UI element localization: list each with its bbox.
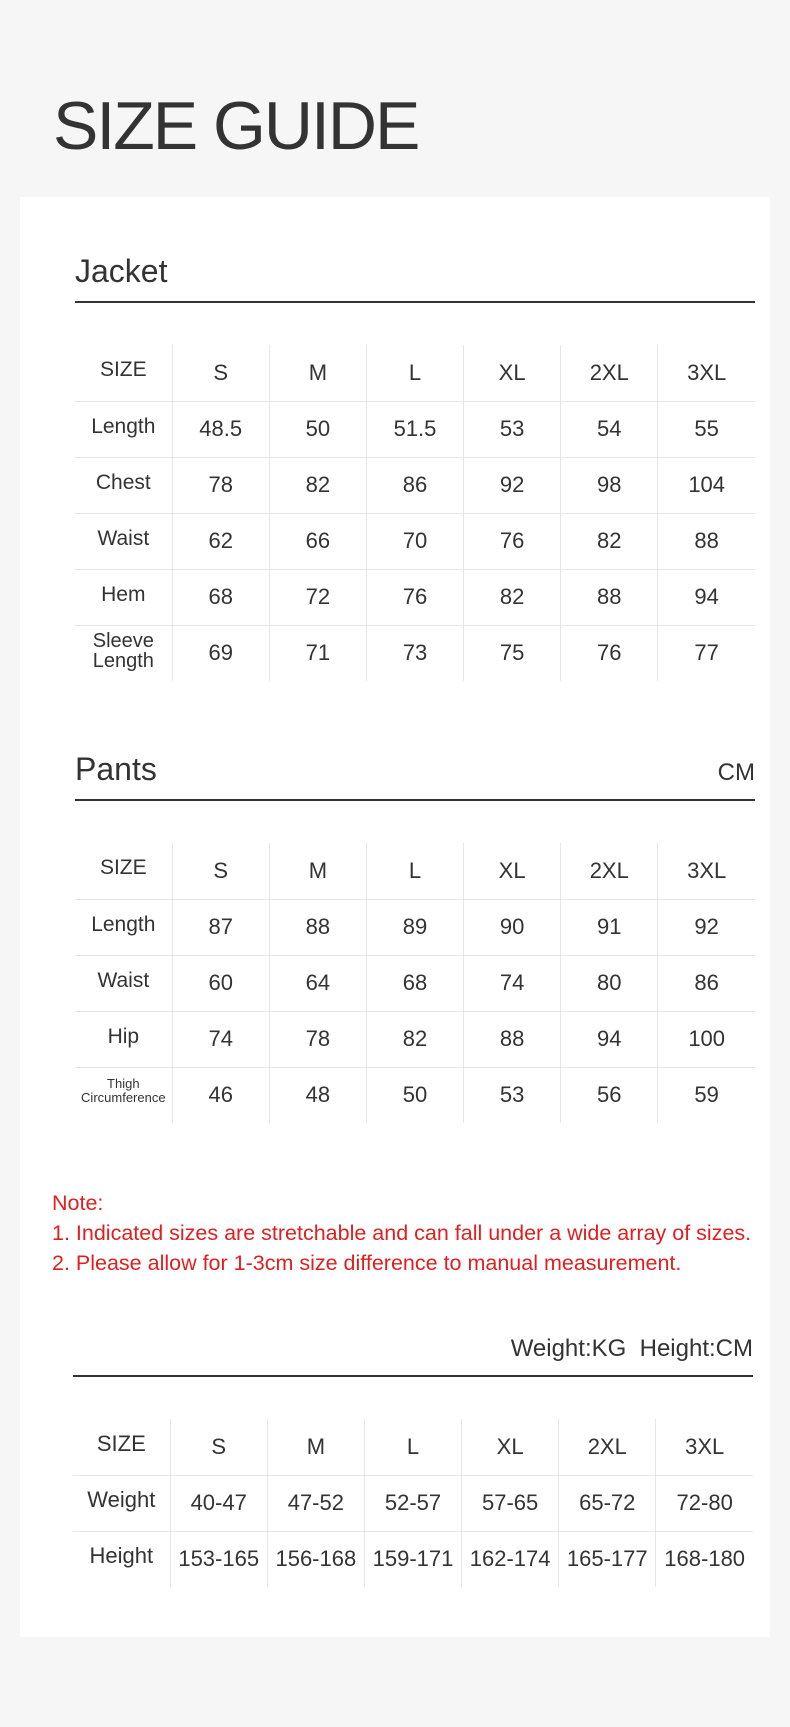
jacket-size-table <box>75 345 755 681</box>
table-cell: 75 <box>464 625 561 681</box>
table-row <box>75 513 755 569</box>
size-column-header: S <box>170 1419 267 1475</box>
pants-section-header <box>75 751 755 801</box>
size-column-header: S <box>172 345 269 401</box>
table-cell: 50 <box>269 401 366 457</box>
table-cell: 82 <box>561 513 658 569</box>
row-label: Length <box>75 899 172 955</box>
table-cell: 78 <box>172 457 269 513</box>
jacket-title: Jacket <box>75 253 168 289</box>
table-cell: 40-47 <box>170 1475 267 1531</box>
table-cell: 91 <box>561 899 658 955</box>
row-label: Height <box>73 1531 170 1587</box>
size-column-header: 2XL <box>561 843 658 899</box>
row-label: Waist <box>75 955 172 1011</box>
table-cell: 53 <box>464 1067 561 1123</box>
table-row <box>73 1475 753 1531</box>
size-column-header: M <box>269 345 366 401</box>
note-line: 1. Indicated sizes are stretchable and can fall under a wide array of sizes. <box>52 1221 752 1245</box>
table-cell: 62 <box>172 513 269 569</box>
row-label: Hip <box>75 1011 172 1067</box>
table-cell: 48.5 <box>172 401 269 457</box>
size-column-header: L <box>366 345 463 401</box>
body-size-table <box>73 1419 753 1587</box>
table-row <box>75 457 755 513</box>
row-label <box>75 1067 172 1123</box>
table-cell: 88 <box>269 899 366 955</box>
size-column-header: 3XL <box>658 345 755 401</box>
size-guide-card <box>20 197 770 1637</box>
table-cell: 162-174 <box>462 1531 559 1587</box>
table-cell: 46 <box>172 1067 269 1123</box>
table-cell: 73 <box>366 625 463 681</box>
size-column-header: 3XL <box>658 843 755 899</box>
table-cell: 90 <box>464 899 561 955</box>
table-header-label: SIZE <box>75 345 172 401</box>
table-cell: 51.5 <box>366 401 463 457</box>
size-column-header: XL <box>464 843 561 899</box>
table-cell: 92 <box>464 457 561 513</box>
row-label <box>75 625 172 681</box>
size-column-header: XL <box>462 1419 559 1475</box>
size-column-header: M <box>267 1419 364 1475</box>
table-cell: 87 <box>172 899 269 955</box>
table-cell: 48 <box>269 1067 366 1123</box>
table-cell: 57-65 <box>462 1475 559 1531</box>
table-cell: 71 <box>269 625 366 681</box>
jacket-section-header <box>75 253 755 303</box>
table-cell: 64 <box>269 955 366 1011</box>
table-cell: 53 <box>464 401 561 457</box>
table-cell: 82 <box>269 457 366 513</box>
body-section-header <box>73 1325 753 1377</box>
row-label: Weight <box>73 1475 170 1531</box>
size-column-header: 2XL <box>561 345 658 401</box>
table-cell: 94 <box>561 1011 658 1067</box>
table-cell: 153-165 <box>170 1531 267 1587</box>
pants-unit: CM <box>717 759 755 786</box>
table-row <box>75 1067 755 1123</box>
table-row <box>73 1531 753 1587</box>
table-cell: 156-168 <box>267 1531 364 1587</box>
table-cell: 50 <box>366 1067 463 1123</box>
table-cell: 92 <box>658 899 755 955</box>
table-row <box>75 401 755 457</box>
table-cell: 60 <box>172 955 269 1011</box>
body-unit: Weight:KG Height:CM <box>510 1335 753 1362</box>
pants-title: Pants <box>75 751 157 787</box>
table-row <box>75 625 755 681</box>
row-label-line: Thigh <box>107 1075 140 1091</box>
table-cell: 65-72 <box>559 1475 656 1531</box>
row-label-line: Sleeve <box>92 630 154 653</box>
note-line: 2. Please allow for 1-3cm size difference to manual measurement. <box>52 1251 682 1275</box>
table-cell: 76 <box>366 569 463 625</box>
table-row <box>75 899 755 955</box>
table-cell: 86 <box>366 457 463 513</box>
table-cell: 55 <box>658 401 755 457</box>
table-cell: 68 <box>366 955 463 1011</box>
table-cell: 69 <box>172 625 269 681</box>
size-column-header: M <box>269 843 366 899</box>
table-cell: 88 <box>658 513 755 569</box>
size-column-header: 3XL <box>656 1419 753 1475</box>
table-cell: 86 <box>658 955 755 1011</box>
table-cell: 54 <box>561 401 658 457</box>
table-cell: 47-52 <box>267 1475 364 1531</box>
size-column-header: S <box>172 843 269 899</box>
table-cell: 104 <box>658 457 755 513</box>
page-title: SIZE GUIDE <box>53 88 419 164</box>
table-header-row <box>75 843 755 899</box>
table-cell: 76 <box>561 625 658 681</box>
size-column-header: 2XL <box>559 1419 656 1475</box>
table-cell: 77 <box>694 640 719 666</box>
table-cell: 82 <box>464 569 561 625</box>
table-cell: 82 <box>366 1011 463 1067</box>
table-cell: 56 <box>561 1067 658 1123</box>
table-cell: 98 <box>561 457 658 513</box>
row-label: Length <box>75 401 172 457</box>
row-label: Waist <box>75 513 172 569</box>
table-cell: 94 <box>658 569 755 625</box>
table-cell: 66 <box>269 513 366 569</box>
row-label: Hem <box>75 569 172 625</box>
pants-size-table <box>75 843 755 1123</box>
table-cell: 80 <box>561 955 658 1011</box>
table-cell: 168-180 <box>664 1546 746 1572</box>
table-cell: 59 <box>694 1082 719 1108</box>
table-cell: 74 <box>464 955 561 1011</box>
table-cell: 88 <box>464 1011 561 1067</box>
table-row <box>75 1011 755 1067</box>
table-cell: 68 <box>172 569 269 625</box>
table-cell: 159-171 <box>364 1531 461 1587</box>
table-cell: 89 <box>366 899 463 955</box>
row-label-line: Circumference <box>81 1090 166 1106</box>
size-note <box>52 1188 751 1278</box>
table-header-row <box>73 1419 753 1475</box>
size-column-header: XL <box>464 345 561 401</box>
row-label: Chest <box>75 457 172 513</box>
table-row <box>75 569 755 625</box>
table-cell: 165-177 <box>559 1531 656 1587</box>
table-cell: 88 <box>561 569 658 625</box>
table-cell: 78 <box>269 1011 366 1067</box>
table-cell: 76 <box>464 513 561 569</box>
table-cell: 72 <box>269 569 366 625</box>
table-cell: 72-80 <box>656 1475 753 1531</box>
table-cell: 74 <box>172 1011 269 1067</box>
row-label-line: Length <box>92 650 154 673</box>
table-cell: 52-57 <box>364 1475 461 1531</box>
note-heading: Note: <box>52 1191 104 1215</box>
table-header-label: SIZE <box>73 1419 170 1475</box>
table-row <box>75 955 755 1011</box>
table-header-label: SIZE <box>75 843 172 899</box>
table-cell: 100 <box>658 1011 755 1067</box>
size-column-header: L <box>364 1419 461 1475</box>
table-cell: 70 <box>366 513 463 569</box>
table-header-row <box>75 345 755 401</box>
size-column-header: L <box>366 843 463 899</box>
